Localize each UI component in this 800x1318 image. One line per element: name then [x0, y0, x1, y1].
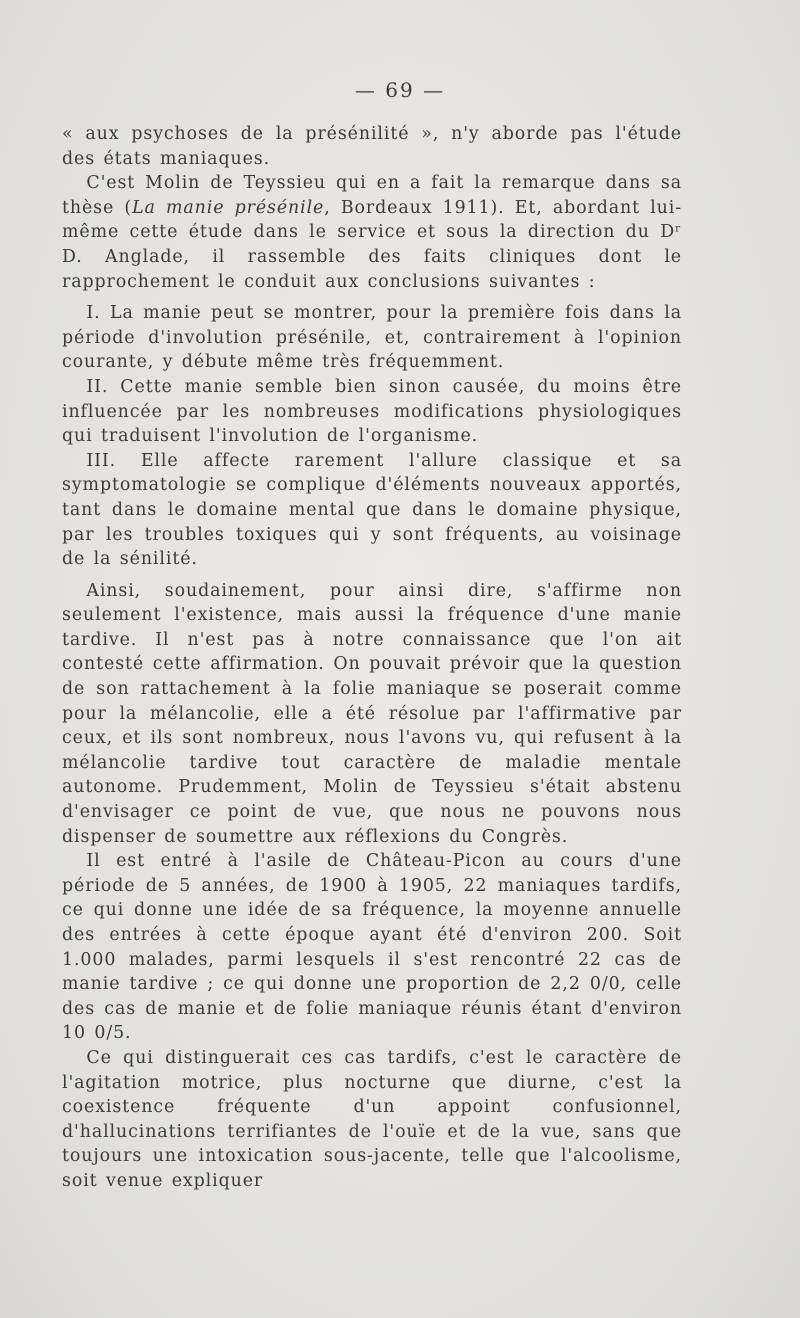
paragraph-statistics: Il est entré à l'asile de Château-Picon au cours d'une période de 5 années, de 1900 à 1905, 22 maniaques tardifs, ce qui donne une idée de sa fréquence, la moyenne annuelle des entrées à cette époque ayant été d'environ 200. Soit 1.000 malades, parmi lesquels il s'est rencontré 22 cas de manie tardive ; ce qui donne une proportion de 2,2 0/0, celle des cas de manie et de folie maniaque réunis étant d'environ 10 0/5.: [62, 851, 682, 1044]
text-segment: C'est Molin de Teyssieu qui en a fait la remarque dans sa thèse (: [62, 173, 682, 218]
paragraph-distinction: Ce qui distinguerait ces cas tardifs, c'est le caractère de l'agitation motrice, plus nocturne que diurne, c'est la coexistence fréquente d'un appoint confusionnel, d'hallucinations terrifiantes de l'ouïe et de la vue, sans que toujours une intoxication sous-jacente, telle que l'alcoolisme, soit venue expliquer: [62, 1047, 682, 1191]
thesis-title: La manie présénile: [132, 197, 325, 218]
conclusion-2: II. Cette manie semble bien sinon causée, du moins être influencée par les nombreuses modifications physiologiques qui traduisent l'involution de l'organisme.: [62, 376, 682, 447]
paragraph-molin-thesis: [62, 171, 682, 294]
body-text: [62, 122, 682, 1194]
paragraph-ainsi: Ainsi, soudainement, pour ainsi dire, s'affirme non seulement l'existence, mais aussi la fréquence d'une manie tardive. Il n'est pas à notre connaissance que l'on ait contesté cette affirmation. On pouvait prévoir que la question de son rattachement à la folie maniaque se poserait comme pour la mélancolie, elle a été résolue par l'affirmative par ceux, et ils sont nombreux, nous l'avons vu, qui refusent à la mélancolie tardive tout caractère de maladie mentale autonome. Prudemment, Molin de Teyssieu s'était abstenu d'envisager ce point de vue, que nous ne pouvons nous dispenser de soumettre aux réflexions du Congrès.: [62, 580, 682, 847]
conclusion-3: III. Elle affecte rarement l'allure classique et sa symptomatologie se complique d'éléments nouveaux apportés, tant dans le domaine mental que dans le domaine physique, par les troubles toxiques qui y sont fréquents, au voisinage de la sénilité.: [62, 450, 682, 570]
page-number: — 69 —: [354, 78, 446, 102]
paragraph-continuation: « aux psychoses de la présénilité », n'y aborde pas l'étude des états maniaques.: [62, 124, 682, 169]
text-segment: , Bordeaux 1911). Et, abordant lui-même cette étude dans le service et sous la direction du Dʳ D. Anglade, il rassemble des faits cliniques dont le rapprochement le conduit aux conclusions suivantes :: [62, 197, 683, 292]
conclusion-1: I. La manie peut se montrer, pour la première fois dans la période d'involution présénile, et, contrairement à l'opinion courante, y débute même très fréquemment.: [62, 303, 682, 373]
